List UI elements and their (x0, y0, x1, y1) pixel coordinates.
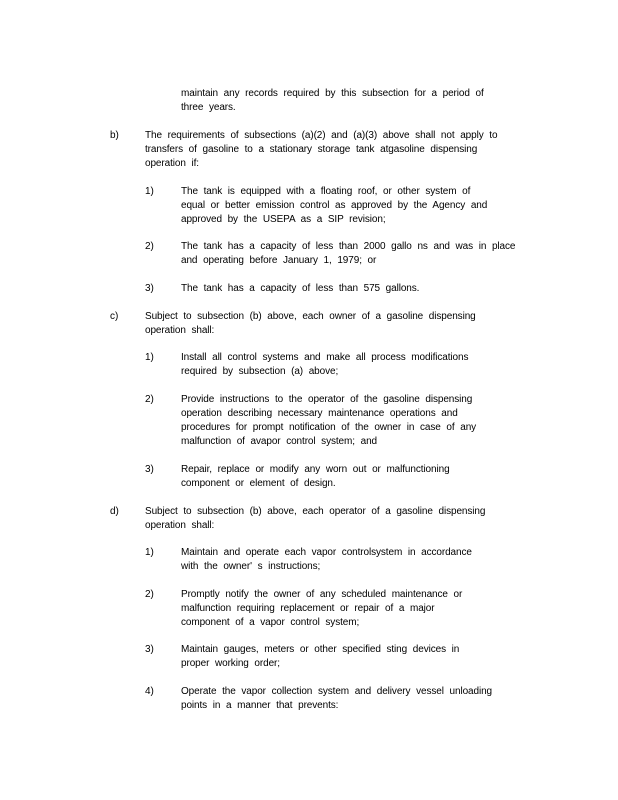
section-text-line: operation shall: (145, 520, 215, 531)
item-text-line: operation describing necessary maintenance operations and (181, 408, 458, 419)
item-text-line: Install all control systems and make all process modifications (181, 352, 469, 363)
item-label: 3) (145, 283, 154, 294)
item-text-line: Maintain gauges, meters or other specified sting devices in (181, 644, 460, 655)
item-text-line: Maintain and operate each vapor controlsystem in accordance (181, 547, 472, 558)
item-text-line: Operate the vapor collection system and delivery vessel unloading (181, 686, 492, 697)
section-label: c) (110, 311, 119, 322)
item-label: 2) (145, 394, 154, 405)
item-label: 4) (145, 686, 154, 697)
item-text-line: The tank has a capacity of less than 2000 gallo ns and was in place (181, 241, 516, 252)
item-text-line: The tank is equipped with a floating roof, or other system of (181, 186, 471, 197)
item-label: 3) (145, 644, 154, 655)
item-text-line: Provide instructions to the operator of the gasoline dispensing (181, 394, 473, 405)
section-text-line: operation shall: (145, 325, 215, 336)
section-text-line: Subject to subsection (b) above, each owner of a gasoline dispensing (145, 311, 476, 322)
item-text-line: component of a vapor control system; (181, 617, 360, 628)
section-label: b) (110, 130, 119, 141)
item-text-line: required by subsection (a) above; (181, 366, 339, 377)
item-text-line: equal or better emission control as approved by the Agency and (181, 200, 488, 211)
item-text-line: proper working order; (181, 658, 280, 669)
section-text-line: operation if: (145, 158, 199, 169)
item-text-line: with the owner' s instructions; (181, 561, 321, 572)
item-text-line: procedures for prompt notification of the owner in case of any (181, 422, 477, 433)
continuation-line: three years. (181, 102, 236, 113)
item-text-line: approved by the USEPA as a SIP revision; (181, 214, 386, 225)
item-label: 2) (145, 241, 154, 252)
item-text-line: Promptly notify the owner of any scheduled maintenance or (181, 589, 463, 600)
item-text-line: and operating before January 1, 1979; or (181, 255, 377, 266)
continuation-line: maintain any records required by this subsection for a period of (181, 88, 484, 99)
section-text-line: The requirements of subsections (a)(2) and (a)(3) above shall not apply to (145, 130, 498, 141)
item-text-line: malfunction requiring replacement or repair of a major (181, 603, 435, 614)
item-text-line: component or element of design. (181, 478, 336, 489)
section-label: d) (110, 506, 119, 517)
item-label: 1) (145, 547, 154, 558)
item-text-line: malfunction of avapor control system; and (181, 436, 377, 447)
item-text-line: The tank has a capacity of less than 575 gallons. (181, 283, 420, 294)
item-label: 1) (145, 186, 154, 197)
section-text-line: transfers of gasoline to a stationary storage tank atgasoline dispensing (145, 144, 478, 155)
item-label: 1) (145, 352, 154, 363)
item-text-line: Repair, replace or modify any worn out or malfunctioning (181, 464, 450, 475)
section-text-line: Subject to subsection (b) above, each operator of a gasoline dispensing (145, 506, 486, 517)
item-text-line: points in a manner that prevents: (181, 700, 339, 711)
item-label: 3) (145, 464, 154, 475)
item-label: 2) (145, 589, 154, 600)
